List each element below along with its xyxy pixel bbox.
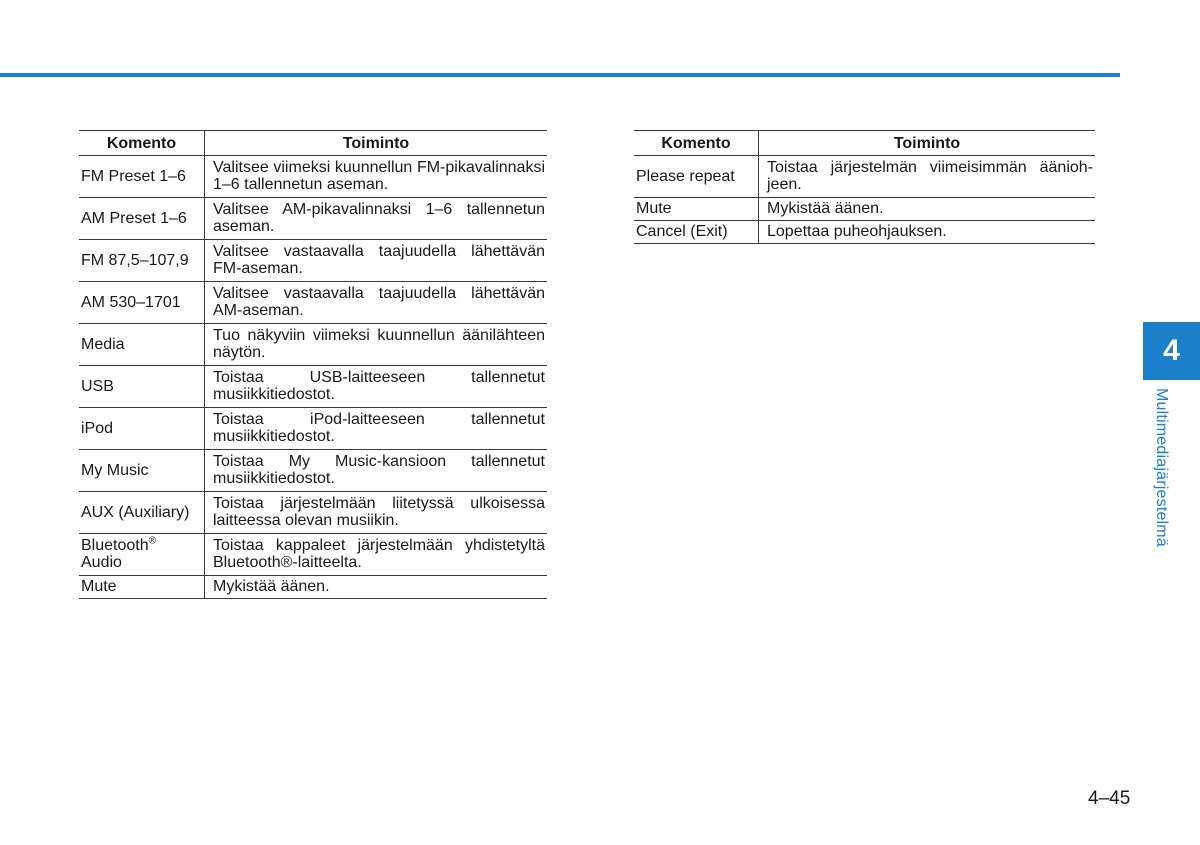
function-cell: Toistaa järjestelmän viimeisimmän ääniohjeen. [759,156,1096,198]
function-cell: Valitsee viimeksi kuunnellun FM-pikavalinnaksi 1–6 tallennetun aseman. [205,156,548,198]
table-row [79,450,547,492]
registered-mark: ® [148,535,156,547]
table-row [79,576,547,599]
table-row [79,240,547,282]
column-header-command: Komento [634,131,759,156]
chapter-title: Multimediajärjestelmä [1153,388,1170,547]
table-row [79,408,547,450]
command-cell: Please repeat [634,156,759,198]
command-cell: AM 530–1701 [79,282,205,324]
table-row [79,198,547,240]
function-cell: Toistaa My Music-kansioon tallennetut musiikkitiedostot. [205,450,548,492]
command-cell: Mute [634,198,759,221]
table-header-row [79,131,547,156]
column-header-function: Toiminto [759,131,1096,156]
function-cell: Toistaa järjestelmään liitetyssä ulkoisessa laitteessa olevan musiikin. [205,492,548,534]
table-row [79,492,547,534]
table-row [79,282,547,324]
function-cell: Valitsee vastaavalla taajuudella lähettävän AM-aseman. [205,282,548,324]
column-header-command: Komento [79,131,205,156]
command-cell: iPod [79,408,205,450]
chapter-tab [1143,322,1200,380]
function-cell: Tuo näkyviin viimeksi kuunnellun äänilähteen näytön. [205,324,548,366]
table-row [634,198,1095,221]
command-cell: Media [79,324,205,366]
command-cell: FM 87,5–107,9 [79,240,205,282]
function-cell: Toistaa USB-laitteeseen tallennetut musiikkitiedostot. [205,366,548,408]
function-cell: Mykistää äänen. [205,576,548,599]
table-row [79,534,547,576]
function-cell: Valitsee vastaavalla taajuudella lähettävän FM-aseman. [205,240,548,282]
command-cell: AM Preset 1–6 [79,198,205,240]
command-cell: My Music [79,450,205,492]
function-cell: Valitsee AM-pikavalinnaksi 1–6 tallennetun aseman. [205,198,548,240]
function-cell: Mykistää äänen. [759,198,1096,221]
function-cell: Lopettaa puheohjauksen. [759,221,1096,244]
table-row [634,221,1095,244]
function-cell: Toistaa iPod-laitteeseen tallennetut musiikkitiedostot. [205,408,548,450]
header-rule [0,73,1120,77]
chapter-number: 4 [1163,334,1180,367]
command-cell [79,534,205,576]
page-number: 4–45 [1088,788,1131,809]
voice-command-table-left [79,130,547,599]
command-text: Bluetooth [81,537,149,554]
command-cell: AUX (Auxiliary) [79,492,205,534]
voice-command-table-right [634,130,1095,244]
command-cell: Cancel (Exit) [634,221,759,244]
table-row [79,366,547,408]
command-cell: Mute [79,576,205,599]
command-cell: USB [79,366,205,408]
column-header-function: Toiminto [205,131,548,156]
command-text: Audio [81,554,122,571]
table-row [634,156,1095,198]
table-row [79,324,547,366]
function-cell: Toistaa kappaleet järjestelmään yhdistetyltä Bluetooth®-laitteelta. [205,534,548,576]
table-header-row [634,131,1095,156]
table-row [79,156,547,198]
command-cell: FM Preset 1–6 [79,156,205,198]
